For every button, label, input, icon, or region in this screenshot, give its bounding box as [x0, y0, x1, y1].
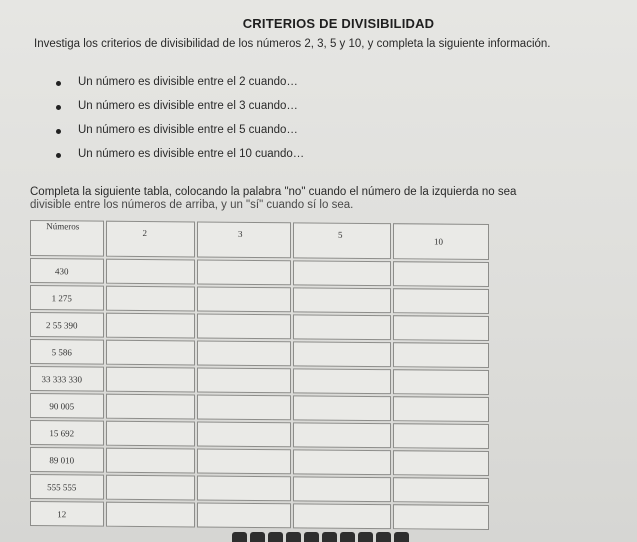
criteria-item [52, 148, 472, 172]
answer-cell[interactable] [293, 449, 391, 475]
criteria-item-text: Un número es divisible entre el 10 cuando… [78, 148, 305, 160]
row-number: 555 555 [30, 474, 104, 500]
criteria-list [52, 76, 472, 172]
answer-cell[interactable] [197, 367, 291, 393]
answer-cell[interactable] [393, 477, 489, 503]
table-row [30, 393, 489, 422]
criteria-item-text: Un número es divisible entre el 2 cuando… [78, 76, 298, 88]
answer-cell[interactable] [393, 450, 489, 476]
answer-cell[interactable] [393, 315, 489, 341]
answer-cell[interactable] [197, 475, 291, 501]
criteria-item [52, 76, 472, 100]
answer-cell[interactable] [197, 313, 291, 339]
table-row [30, 366, 489, 395]
row-number: 33 333 330 [30, 366, 104, 392]
answer-cell[interactable] [106, 313, 195, 339]
answer-cell[interactable] [393, 342, 489, 368]
bullet-icon [56, 105, 61, 110]
answer-cell[interactable] [197, 286, 291, 312]
answer-cell[interactable] [393, 369, 489, 395]
table-row [30, 312, 489, 341]
answer-cell[interactable] [197, 340, 291, 366]
answer-cell[interactable] [293, 314, 391, 340]
row-number: 430 [30, 258, 104, 284]
header-divisor-3: 3 [197, 221, 291, 258]
answer-cell[interactable] [197, 448, 291, 474]
answer-cell[interactable] [293, 287, 391, 313]
table-row [30, 339, 489, 368]
answer-cell[interactable] [293, 260, 391, 286]
page-title: CRITERIOS DE DIVISIBILIDAD [242, 16, 435, 31]
row-number: 5 586 [30, 339, 104, 365]
answer-cell[interactable] [106, 367, 195, 393]
row-number: 2 55 390 [30, 312, 104, 338]
answer-cell[interactable] [293, 422, 391, 448]
answer-cell[interactable] [393, 261, 489, 287]
answer-cell[interactable] [106, 502, 195, 528]
table-row [30, 258, 489, 287]
answer-cell[interactable] [197, 394, 291, 420]
bullet-icon [56, 153, 61, 158]
answer-cell[interactable] [393, 504, 489, 530]
table-row [30, 285, 489, 314]
answer-cell[interactable] [197, 502, 291, 528]
answer-cell[interactable] [106, 394, 195, 420]
table-row [30, 420, 489, 449]
answer-cell[interactable] [293, 476, 391, 502]
answer-cell[interactable] [293, 503, 391, 529]
divisibility-table [28, 218, 491, 532]
answer-cell[interactable] [197, 421, 291, 447]
answer-cell[interactable] [393, 396, 489, 422]
answer-cell[interactable] [106, 475, 195, 501]
header-divisor-10: 10 [393, 223, 489, 260]
instruction-line-1: Completa la siguiente tabla, colocando la palabra "no" cuando el número de la izquierda no sea [30, 186, 517, 198]
bullet-icon [56, 81, 61, 86]
answer-cell[interactable] [106, 421, 195, 447]
cropped-heading-fragment [232, 532, 422, 542]
table-row [30, 447, 489, 476]
answer-cell[interactable] [393, 423, 489, 449]
answer-cell[interactable] [106, 286, 195, 312]
criteria-item [52, 124, 472, 148]
answer-cell[interactable] [393, 288, 489, 314]
answer-cell[interactable] [293, 395, 391, 421]
table-instructions [30, 186, 590, 212]
header-numeros: Números [30, 220, 104, 257]
table-row [30, 501, 489, 530]
answer-cell[interactable] [106, 259, 195, 285]
answer-cell[interactable] [293, 341, 391, 367]
table-header-row [30, 220, 489, 260]
answer-cell[interactable] [293, 368, 391, 394]
criteria-item [52, 100, 472, 124]
row-number: 15 692 [30, 420, 104, 446]
row-number: 1 275 [30, 285, 104, 311]
bullet-icon [56, 129, 61, 134]
header-divisor-2: 2 [106, 221, 195, 258]
row-number: 12 [30, 501, 104, 527]
criteria-item-text: Un número es divisible entre el 5 cuando… [78, 124, 298, 136]
table-row [30, 474, 489, 503]
answer-cell[interactable] [106, 340, 195, 366]
criteria-item-text: Un número es divisible entre el 3 cuando… [78, 100, 298, 112]
row-number: 90 005 [30, 393, 104, 419]
header-divisor-5: 5 [293, 222, 391, 259]
row-number: 89 010 [30, 447, 104, 473]
instruction-line-2: divisible entre los números de arriba, y un "sí" cuando sí lo sea. [30, 199, 354, 211]
answer-cell[interactable] [197, 259, 291, 285]
answer-cell[interactable] [106, 448, 195, 474]
intro-text: Investiga los criterios de divisibilidad de los números 2, 3, 5 y 10, y completa la siguiente información. [34, 38, 551, 50]
